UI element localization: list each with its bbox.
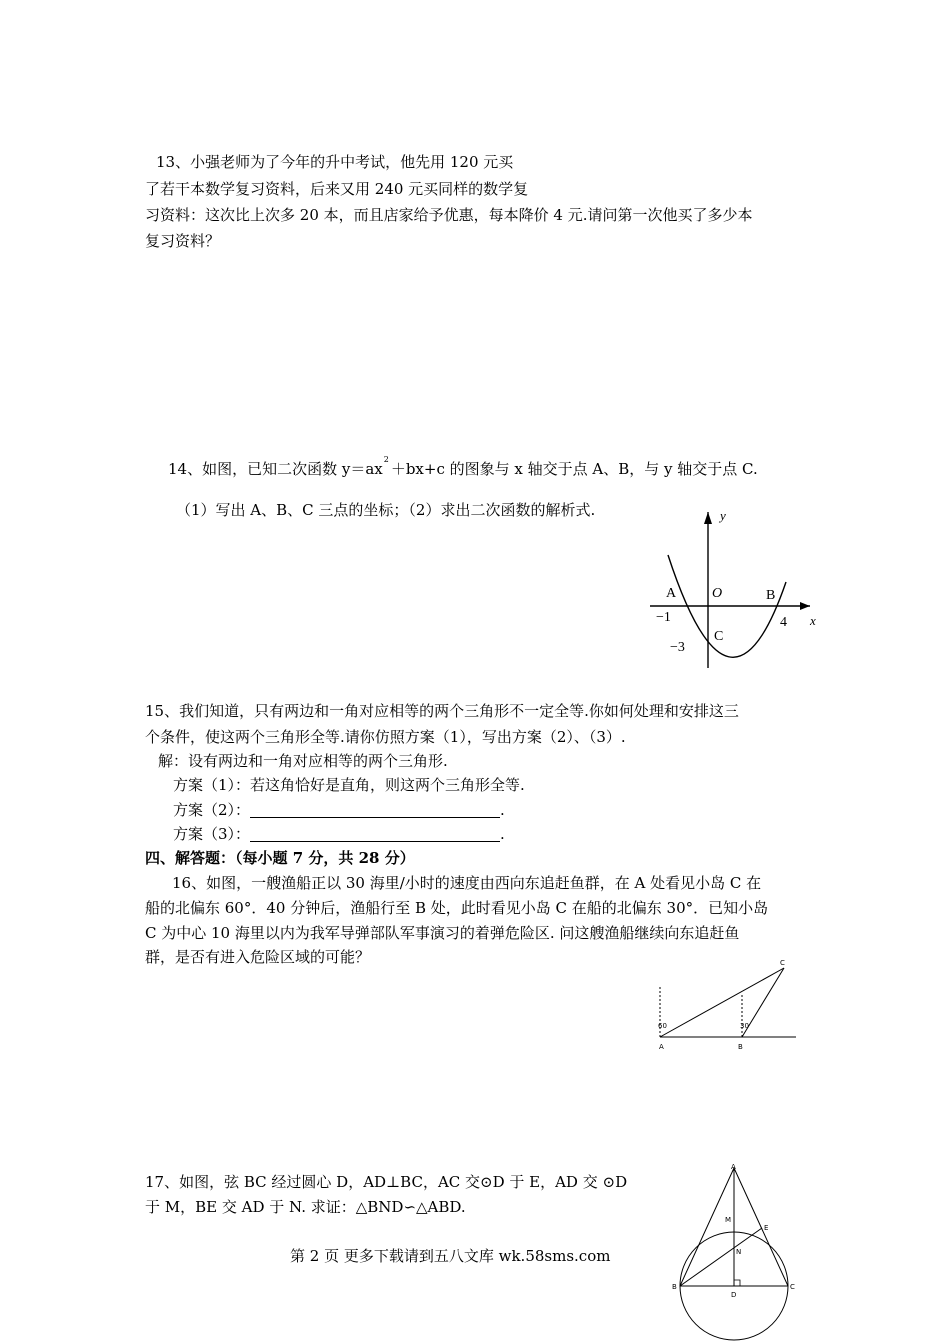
q15-line-2: 个条件，使这两个三角形全等.请你仿照方案（1），写出方案（2）、（3）.: [145, 728, 626, 746]
point-e-label: E: [764, 1224, 769, 1232]
x-axis-arrow: [800, 602, 810, 610]
plan-3-label: 方案（3）：: [173, 825, 251, 843]
plan-3-period: .: [500, 825, 505, 843]
plan-3-answer-blank[interactable]: [250, 825, 500, 842]
point-n-label: N: [736, 1248, 742, 1256]
q14-parabola-figure: [640, 500, 830, 670]
origin-label: O: [712, 586, 723, 601]
point-m-label: M: [725, 1216, 732, 1224]
tick-label-4: 4: [780, 615, 787, 630]
line-ac: [734, 1168, 788, 1286]
angle-30-label: 30: [740, 1022, 749, 1030]
q16-line-1: 16、如图，一艘渔船正以 30 海里/小时的速度由西向东追赶鱼群，在 A 处看见小岛 C 在: [172, 874, 762, 892]
q17-line-2: 于 M，BE 交 AD 于 N. 求证：△BND∽△ABD.: [145, 1198, 466, 1216]
point-c-label: C: [790, 1283, 795, 1291]
point-b-label: B: [766, 588, 776, 603]
q15-plan-3: [173, 823, 505, 845]
q13-line-3: 习资料：这次比上次多 20 本，而且店家给予优惠，每本降价 4 元.请问第一次他买了多少本: [145, 206, 753, 224]
q16-line-3: C 为中心 10 海里以内为我军导弹部队军事演习的着弹危险区. 问这艘渔船继续向东追赶鱼: [145, 924, 740, 942]
q15-solution-intro: 解：设有两边和一角对应相等的两个三角形.: [158, 752, 448, 770]
angle-60-label: 60: [658, 1022, 667, 1030]
point-b-label: B: [738, 1043, 743, 1051]
page-footer: 第 2 页 更多下载请到五八文库 wk.58sms.com: [290, 1247, 611, 1265]
point-c-label: C: [714, 629, 724, 644]
line-be: [680, 1228, 762, 1286]
plan-2-label: 方案（2）：: [173, 801, 251, 819]
q15-line-1: 15、我们知道，只有两边和一角对应相等的两个三角形不一定全等.你如何处理和安排这三: [145, 702, 739, 720]
q13-line-1: 13、小强老师为了今年的升中考试，他先用 120 元买: [156, 153, 514, 171]
q13-line-2: 了若干本数学复习资料，后来又用 240 元买同样的数学复: [145, 180, 529, 198]
right-angle-mark: [734, 1280, 740, 1286]
plan-2-answer-blank[interactable]: [250, 801, 500, 818]
point-a-label: A: [659, 1043, 664, 1051]
point-a-label: A: [666, 586, 677, 601]
point-a-label: A: [731, 1163, 736, 1171]
q13-line-4: 复习资料？: [145, 232, 221, 250]
line-a-to-c: [660, 968, 784, 1037]
tick-label-neg1: −1: [656, 610, 671, 625]
q16-line-2: 船的北偏东 60°．40 分钟后，渔船行至 B 处，此时看见小岛 C 在船的北偏东 30°．已知小岛: [145, 899, 769, 917]
plan-2-period: .: [500, 801, 505, 819]
q14-stem-pre: 14、如图，已知二次函数 y＝ax: [168, 460, 383, 478]
point-c-label: C: [780, 959, 785, 967]
q17-line-1: 17、如图，弦 BC 经过圆心 D，AD⊥BC，AC 交⊙D 于 E，AD 交 ⊙D: [145, 1173, 628, 1191]
y-axis-arrow: [704, 512, 712, 524]
q15-plan-1: 方案（1）：若这角恰好是直角，则这两个三角形全等.: [173, 776, 525, 794]
point-d-label: D: [731, 1291, 737, 1299]
tick-label-neg3: −3: [670, 640, 685, 655]
line-ab: [680, 1168, 734, 1286]
q17-circle-figure: [668, 1160, 798, 1340]
q16-ship-figure: [650, 955, 800, 1055]
q16-line-4: 群，是否有进入危险区域的可能？: [145, 948, 371, 966]
x-axis-label: x: [810, 613, 816, 628]
y-axis-label: y: [720, 508, 726, 523]
section-4-heading: 四、解答题：（每小题 7 分，共 28 分）: [145, 849, 415, 867]
q14-stem: [168, 455, 758, 480]
q14-subquestions: （1）写出 A、B、C 三点的坐标；（2）求出二次函数的解析式.: [176, 501, 596, 519]
q14-exponent: 2: [383, 455, 389, 464]
point-b-label: B: [672, 1283, 677, 1291]
q15-plan-2: [173, 799, 505, 821]
q14-stem-post: ＋bx+c 的图象与 x 轴交于点 A、B，与 y 轴交于点 C.: [390, 460, 758, 478]
